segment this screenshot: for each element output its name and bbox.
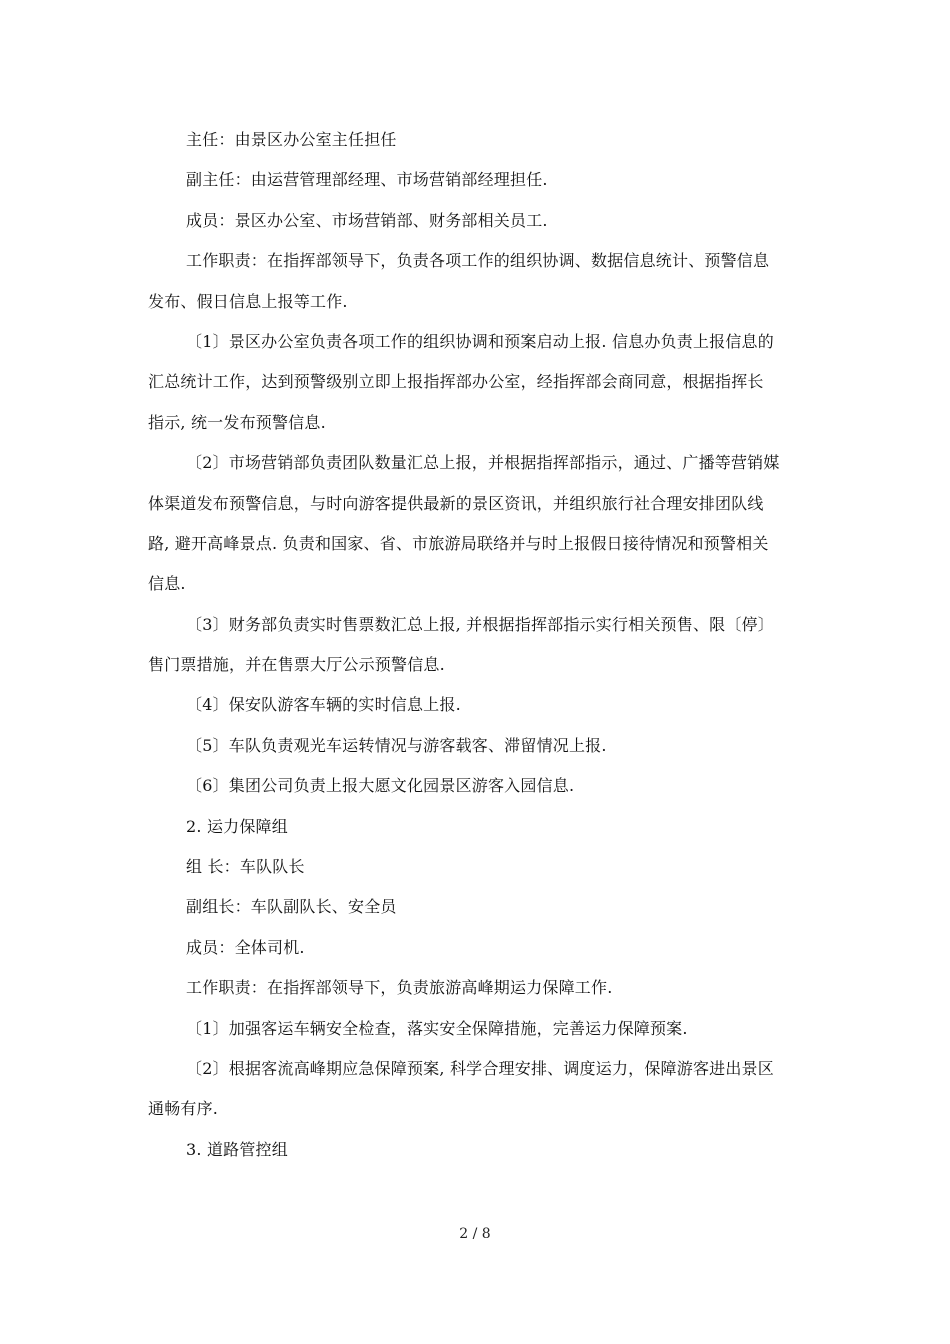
text-line: 路, 避开高峰景点. 负责和国家、省、市旅游局联络并与时上报假日接待情况和预警相关: [148, 533, 769, 553]
text-line: 〔1〕加强客运车辆安全检查，落实安全保障措施，完善运力保障预案.: [186, 1018, 688, 1038]
text-line: 〔5〕车队负责观光车运转情况与游客载客、滞留情况上报.: [186, 735, 607, 755]
text-line: 售门票措施，并在售票大厅公示预警信息.: [148, 655, 445, 675]
text-line: 组 长：车队队长: [186, 857, 305, 877]
text-line: 〔2〕市场营销部负责团队数量汇总上报，并根据指挥部指示，通过、广播等营销媒: [186, 453, 780, 473]
text-line: 成员：景区办公室、市场营销部、财务部相关员工.: [186, 210, 548, 230]
text-line: 发布、假日信息上报等工作.: [148, 291, 348, 311]
text-line: 〔3〕财务部负责实时售票数汇总上报, 并根据指挥部指示实行相关预售、限〔停〕: [186, 614, 774, 634]
text-line: 〔4〕保安队游客车辆的实时信息上报.: [186, 695, 461, 715]
text-line: 副主任：由运营管理部经理、市场营销部经理担任.: [186, 170, 548, 190]
text-line: 主任：由景区办公室主任担任: [186, 130, 397, 149]
text-line: 〔1〕景区办公室负责各项工作的组织协调和预案启动上报. 信息办负责上报信息的: [186, 331, 774, 351]
text-line: 〔6〕集团公司负责上报大愿文化园景区游客入园信息.: [186, 776, 575, 796]
text-line: 指示, 统一发布预警信息.: [148, 412, 326, 432]
section-heading: 3. 道路管控组: [186, 1139, 288, 1159]
text-line: 副组长：车队副队长、安全员: [186, 897, 397, 917]
text-line: 工作职责：在指挥部领导下，负责各项工作的组织协调、数据信息统计、预警信息: [186, 251, 770, 271]
page-number: 2 / 8: [459, 1226, 491, 1242]
text-line: 工作职责：在指挥部领导下，负责旅游高峰期运力保障工作.: [186, 978, 613, 998]
text-line: 信息.: [148, 574, 186, 594]
text-line: 〔2〕根据客流高峰期应急保障预案, 科学合理安排、调度运力，保障游客进出景区: [186, 1058, 774, 1078]
text-line: 通畅有序.: [148, 1099, 219, 1119]
text-line: 体渠道发布预警信息，与时向游客提供最新的景区资讯，并组织旅行社合理安排团队线: [148, 493, 764, 513]
section-heading: 2. 运力保障组: [186, 816, 288, 836]
text-line: 成员：全体司机.: [186, 937, 305, 957]
text-line: 汇总统计工作，达到预警级别立即上报指挥部办公室，经指挥部会商同意，根据指挥长: [148, 372, 764, 392]
document-body: [148, 120, 808, 1170]
